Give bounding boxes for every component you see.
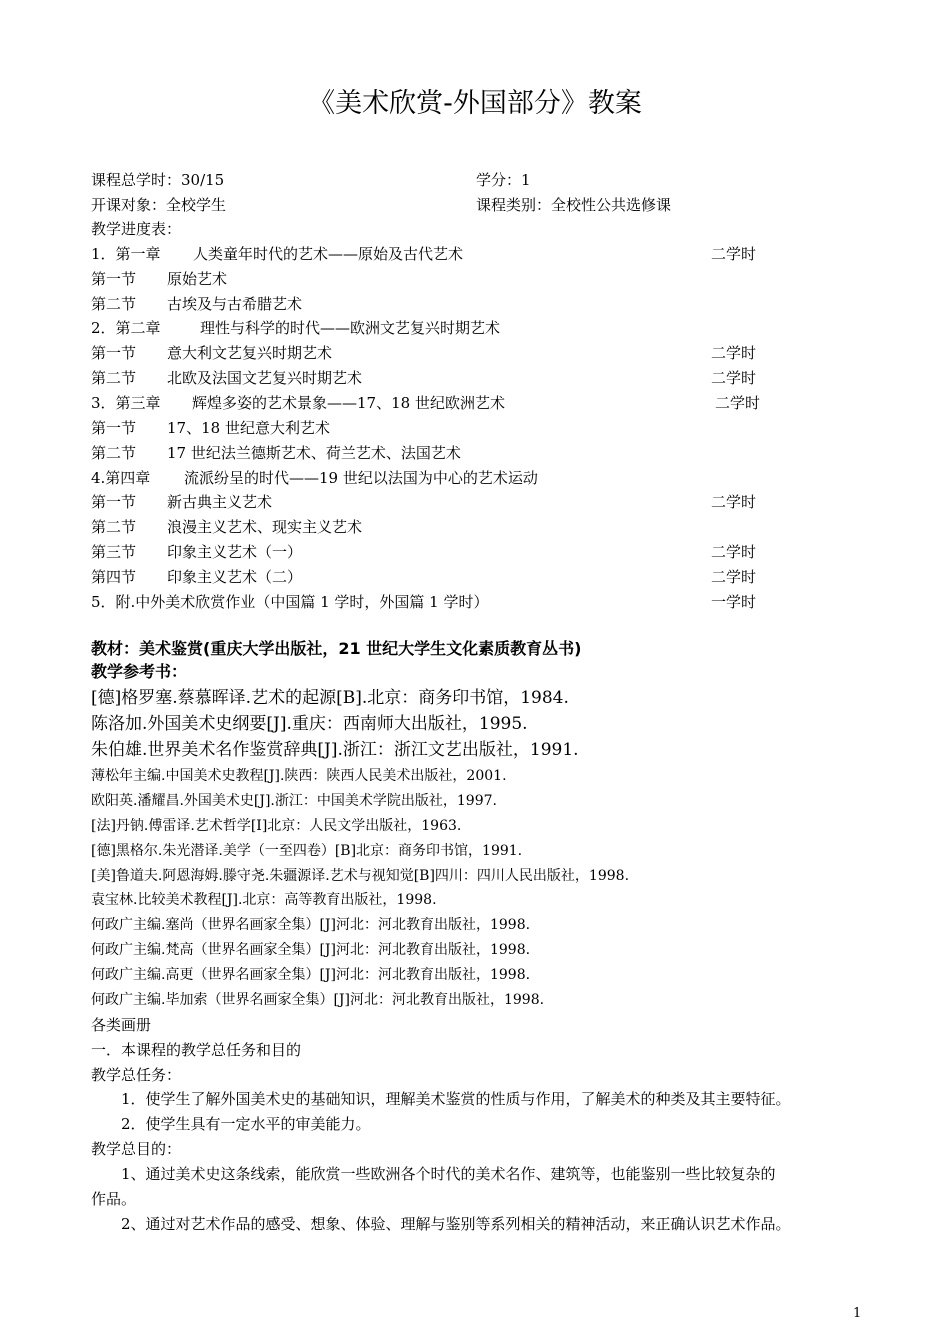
reference-item: 何政广主编.高更（世界名画家全集）[J]河北：河北教育出版社，1998. — [91, 967, 531, 983]
goal-item-line: 作品。 — [91, 1190, 137, 1208]
schedule-text: 浪漫主义艺术、现实主义艺术 — [167, 518, 363, 536]
schedule-label: 2．第二章 — [91, 319, 161, 337]
reference-item: 陈洛加.外国美术史纲要[J].重庆：西南师大出版社，1995. — [91, 714, 528, 734]
reference-item: 袁宝林.比较美术教程[J].北京：高等教育出版社，1998. — [91, 892, 437, 908]
schedule-text: 古埃及与古希腊艺术 — [167, 295, 303, 313]
reference-item: 何政广主编.毕加索（世界名画家全集）[J]河北：河北教育出版社，1998. — [91, 992, 545, 1008]
course-category: 课程类别：全校性公共选修课 — [476, 196, 672, 214]
schedule-row — [91, 492, 871, 512]
schedule-hours: 二学时 — [711, 568, 757, 586]
reference-item: 何政广主编.梵高（世界名画家全集）[J]河北：河北教育出版社，1998. — [91, 942, 531, 958]
schedule-hours: 二学时 — [711, 245, 757, 263]
info-row-hours — [91, 170, 871, 190]
schedule-text: 新古典主义艺术 — [167, 493, 273, 511]
schedule-label: 第二节 — [91, 369, 137, 387]
reference-item: 薄松年主编.中国美术史教程[J].陕西：陕西人民美术出版社，2001. — [91, 768, 507, 784]
page-number: 1 — [853, 1306, 862, 1321]
schedule-row — [91, 567, 871, 587]
schedule-row — [91, 269, 871, 289]
schedule-label: 第二节 — [91, 444, 137, 462]
schedule-row — [91, 343, 871, 363]
schedule-row — [91, 393, 871, 413]
reference-item: [德]格罗塞.蔡慕晖译.艺术的起源[B].北京：商务印书馆，1984. — [91, 688, 569, 708]
schedule-hours: 二学时 — [711, 344, 757, 362]
schedule-text: 流派纷呈的时代——19 世纪以法国为中心的艺术运动 — [184, 469, 538, 487]
reference-item: [德]黑格尔.朱光潜译.美学（一至四卷）[B]北京：商务印书馆，1991. — [91, 843, 523, 859]
section-heading: 一．本课程的教学总任务和目的 — [91, 1041, 302, 1059]
schedule-label: 4.第四章 — [91, 469, 151, 487]
document-title: 《美术欣赏-外国部分》教案 — [308, 88, 642, 119]
goal-item: 2、通过对艺术作品的感受、想象、体验、理解与鉴别等系列相关的精神活动，来正确认识艺术作品。 — [121, 1215, 791, 1233]
audience: 开课对象：全校学生 — [91, 196, 227, 214]
schedule-row — [91, 468, 871, 488]
schedule-text: 17 世纪法兰德斯艺术、荷兰艺术、法国艺术 — [167, 444, 461, 462]
schedule-text: 印象主义艺术（二） — [167, 568, 303, 586]
schedule-text: 意大利文艺复兴时期艺术 — [167, 344, 333, 362]
schedule-label: 第二节 — [91, 518, 137, 536]
schedule-hours: 二学时 — [711, 493, 757, 511]
schedule-text: 人类童年时代的艺术——原始及古代艺术 — [193, 245, 464, 263]
schedule-text: 印象主义艺术（一） — [167, 543, 303, 561]
reference-item: 何政广主编.塞尚（世界名画家全集）[J]河北：河北教育出版社，1998. — [91, 917, 531, 933]
schedule-row — [91, 542, 871, 562]
schedule-text: 北欧及法国文艺复兴时期艺术 — [167, 369, 363, 387]
schedule-hours: 二学时 — [711, 543, 757, 561]
schedule-text: 辉煌多姿的艺术景象——17、18 世纪欧洲艺术 — [192, 394, 505, 412]
schedule-label: 第三节 — [91, 543, 137, 561]
schedule-heading: 教学进度表： — [91, 220, 182, 238]
schedule-text: 原始艺术 — [167, 270, 228, 288]
task-item: 1．使学生了解外国美术史的基础知识，理解美术鉴赏的性质与作用，了解美术的种类及其主要特征。 — [121, 1090, 791, 1108]
total-hours: 课程总学时：30/15 — [91, 171, 225, 189]
schedule-label: 第一节 — [91, 419, 137, 437]
textbook: 教材：美术鉴赏(重庆大学出版社，21 世纪大学生文化素质教育丛书) — [91, 639, 582, 658]
schedule-label: 1．第一章 — [91, 245, 161, 263]
credits: 学分：1 — [476, 171, 531, 189]
schedule-label: 3．第三章 — [91, 394, 161, 412]
albums-line: 各类画册 — [91, 1016, 152, 1034]
schedule-row — [91, 318, 871, 338]
schedule-row — [91, 592, 871, 612]
reference-item: 欧阳英.潘耀昌.外国美术史[J].浙江：中国美术学院出版社，1997. — [91, 793, 497, 809]
schedule-label: 第二节 — [91, 295, 137, 313]
reference-item: [法]丹钠.傅雷译.艺术哲学[I]北京：人民文学出版社，1963. — [91, 818, 462, 834]
schedule-row — [91, 443, 871, 463]
reference-item: 朱伯雄.世界美术名作鉴赏辞典[J].浙江：浙江文艺出版社，1991. — [91, 740, 579, 760]
schedule-label: 第四节 — [91, 568, 137, 586]
schedule-row — [91, 294, 871, 314]
schedule-row — [91, 244, 871, 264]
goal-heading: 教学总目的： — [91, 1140, 182, 1158]
schedule-hours: 二学时 — [715, 394, 761, 412]
schedule-label: 第一节 — [91, 493, 137, 511]
schedule-row — [91, 368, 871, 388]
schedule-label: 第一节 — [91, 344, 137, 362]
schedule-row — [91, 418, 871, 438]
schedule-text: 理性与科学的时代——欧洲文艺复兴时期艺术 — [200, 319, 501, 337]
goal-item-line: 1、通过美术史这条线索，能欣赏一些欧洲各个时代的美术名作、建筑等，也能鉴别一些比较复杂的 — [121, 1165, 776, 1183]
schedule-label: 第一节 — [91, 270, 137, 288]
task-heading: 教学总任务： — [91, 1066, 182, 1084]
schedule-label: 5．附.中外美术欣赏作业（中国篇 1 学时，外国篇 1 学时） — [91, 593, 489, 611]
schedule-hours: 一学时 — [711, 593, 757, 611]
schedule-text: 17、18 世纪意大利艺术 — [167, 419, 330, 437]
info-row-audience — [91, 195, 871, 215]
references-heading: 教学参考书： — [91, 662, 188, 681]
task-item: 2．使学生具有一定水平的审美能力。 — [121, 1115, 371, 1133]
schedule-hours: 二学时 — [711, 369, 757, 387]
schedule-row — [91, 517, 871, 537]
reference-item: [美]鲁道夫.阿恩海姆.滕守尧.朱疆源译.艺术与视知觉[B]四川：四川人民出版社，1998. — [91, 868, 630, 884]
